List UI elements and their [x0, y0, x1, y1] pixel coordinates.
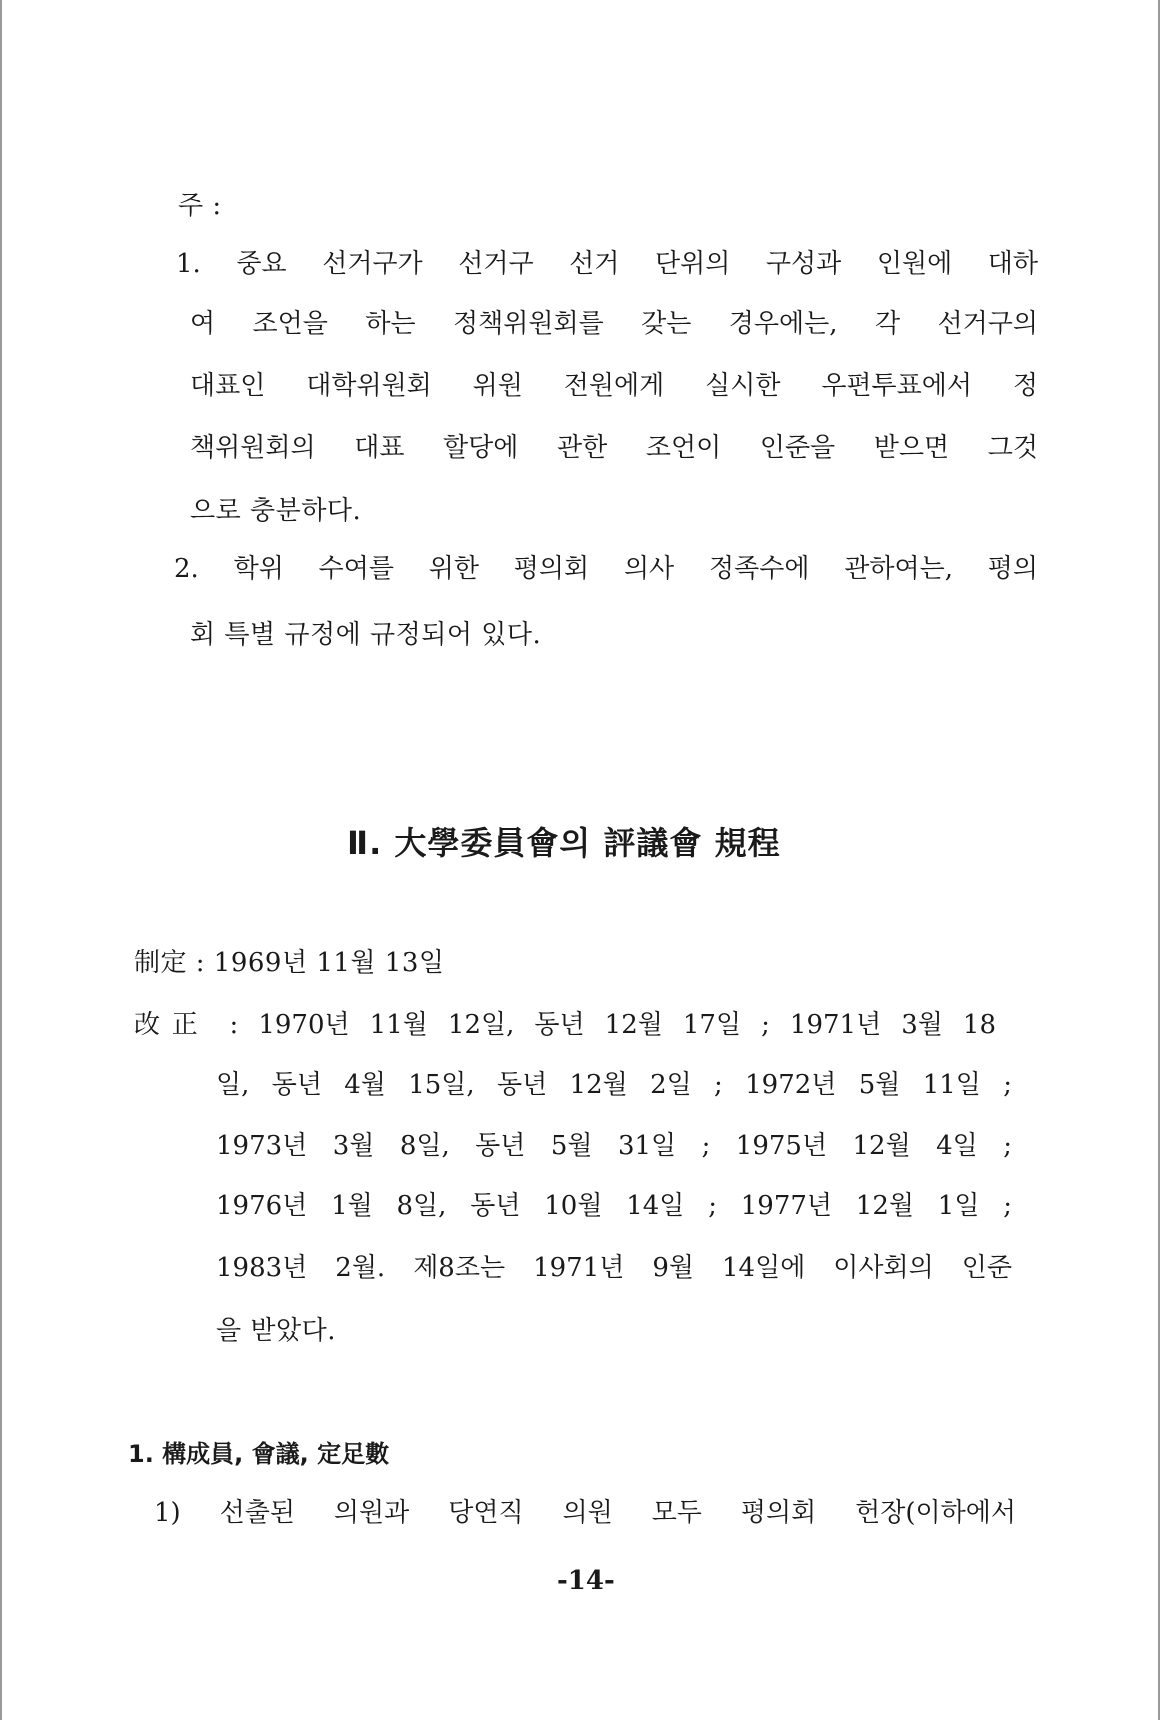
article-1-clause-1: 1) 선출된 의원과 당연직 의원 모두 평의회 헌장(이하에서: [154, 1498, 1016, 1528]
notes-label: 주 :: [178, 191, 222, 221]
page-number: -14-: [557, 1566, 615, 1596]
note-1-line-3: 대표인 대학위원회 위원 전원에게 실시한 우편투표에서 정: [190, 371, 1038, 401]
section-title: Ⅱ. 大學委員會의 評議會 規程: [347, 824, 781, 862]
article-1-heading: 1. 構成員, 會議, 定足數: [128, 1440, 390, 1468]
amended-line-2: 일, 동년 4월 15일, 동년 12월 2일 ; 1972년 5월 11일 ;: [216, 1070, 1012, 1100]
amended-line-6: 을 받았다.: [216, 1316, 336, 1346]
note-1-line-1: 1. 중요 선거구가 선거구 선거 단위의 구성과 인원에 대하: [176, 249, 1038, 279]
enacted-date: 制定 : 1969년 11월 13일: [134, 948, 445, 978]
note-2-line-1: 2. 학위 수여를 위한 평의회 의사 정족수에 관하여는, 평의: [174, 554, 1038, 584]
amended-line-5: 1983년 2월. 제8조는 1971년 9월 14일에 이사회의 인준: [216, 1253, 1012, 1283]
note-1-line-2: 여 조언을 하는 정책위원회를 갖는 경우에는, 각 선거구의: [190, 309, 1038, 339]
note-1-line-5: 으로 충분하다.: [190, 496, 362, 526]
amended-line-3: 1973년 3월 8일, 동년 5월 31일 ; 1975년 12월 4일 ;: [216, 1131, 1012, 1161]
amended-line-1: 改正 : 1970년 11월 12일, 동년 12월 17일 ; 1971년 3월 18: [134, 1010, 996, 1040]
note-2-line-2: 회 특별 규정에 규정되어 있다.: [190, 620, 542, 650]
amended-line-4: 1976년 1월 8일, 동년 10월 14일 ; 1977년 12월 1일 ;: [216, 1191, 1012, 1221]
note-1-line-4: 책위원회의 대표 할당에 관한 조언이 인준을 받으면 그것: [190, 433, 1038, 463]
